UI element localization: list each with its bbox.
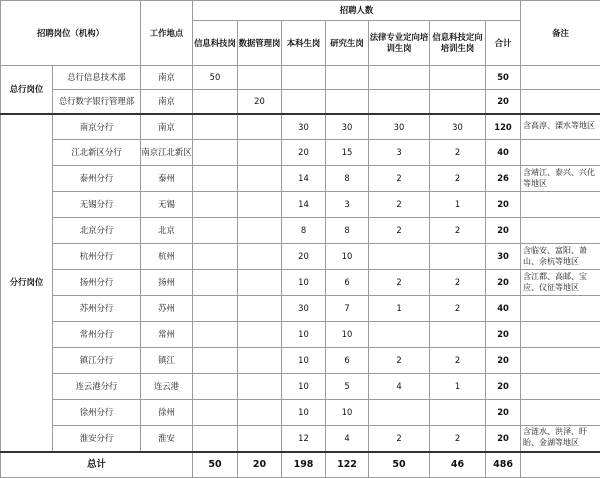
- remark: [521, 90, 600, 114]
- work-location: 苏州: [141, 296, 193, 322]
- count-undergrad: 12: [282, 426, 326, 452]
- group-label: 总行岗位: [1, 66, 53, 114]
- remark: 含临安、富阳、萧山、余杭等地区: [521, 244, 600, 270]
- table-row: [1, 322, 600, 348]
- count-undergrad: 10: [282, 400, 326, 426]
- count-grad: 10: [326, 322, 369, 348]
- count-grad: 10: [326, 400, 369, 426]
- unit-name: 镇江分行: [53, 348, 141, 374]
- count-subtotal: 30: [486, 244, 521, 270]
- count-it-trainee: 2: [430, 166, 486, 192]
- count-it-trainee: 2: [430, 218, 486, 244]
- count-it: [193, 244, 238, 270]
- unit-name: 泰州分行: [53, 166, 141, 192]
- unit-name: 连云港分行: [53, 374, 141, 400]
- count-law-trainee: 2: [369, 348, 430, 374]
- unit-name: 无锡分行: [53, 192, 141, 218]
- remark: [521, 296, 600, 322]
- count-subtotal: 40: [486, 296, 521, 322]
- count-undergrad: 10: [282, 374, 326, 400]
- count-law-trainee: 2: [369, 218, 430, 244]
- work-location: 扬州: [141, 270, 193, 296]
- count-grad: 7: [326, 296, 369, 322]
- count-subtotal: 20: [486, 322, 521, 348]
- count-law-trainee: [369, 66, 430, 90]
- count-grad: 5: [326, 374, 369, 400]
- count-law-trainee: 2: [369, 270, 430, 296]
- remark: [521, 348, 600, 374]
- count-it: [193, 140, 238, 166]
- count-law-trainee: [369, 90, 430, 114]
- work-location: 连云港: [141, 374, 193, 400]
- count-data: [238, 114, 282, 140]
- header-location: 工作地点: [141, 1, 193, 66]
- count-law-trainee: 2: [369, 426, 430, 452]
- count-grad: 8: [326, 166, 369, 192]
- count-it: [193, 426, 238, 452]
- count-it-trainee: 30: [430, 114, 486, 140]
- table-row: [1, 140, 600, 166]
- header-col-data: 数据管理岗: [238, 21, 282, 66]
- count-it-trainee: 2: [430, 296, 486, 322]
- table-row: [1, 192, 600, 218]
- count-grad: 4: [326, 426, 369, 452]
- remark: 含江都、高邮、宝应、仪征等地区: [521, 270, 600, 296]
- remark: [521, 218, 600, 244]
- count-it: [193, 90, 238, 114]
- count-subtotal: 50: [486, 66, 521, 90]
- header-col-subtotal: 合计: [486, 21, 521, 66]
- header-col-law-trainee: 法律专业定向培训生岗: [369, 21, 430, 66]
- remark: [521, 66, 600, 90]
- count-subtotal: 20: [486, 400, 521, 426]
- unit-name: 苏州分行: [53, 296, 141, 322]
- count-data: [238, 426, 282, 452]
- count-subtotal: 20: [486, 218, 521, 244]
- work-location: 常州: [141, 322, 193, 348]
- work-location: 南京: [141, 66, 193, 90]
- count-subtotal: 26: [486, 166, 521, 192]
- count-it: [193, 400, 238, 426]
- count-undergrad: 14: [282, 166, 326, 192]
- remark: [521, 400, 600, 426]
- count-law-trainee: 3: [369, 140, 430, 166]
- count-it: [193, 218, 238, 244]
- table-row: [1, 114, 600, 140]
- work-location: 南京: [141, 114, 193, 140]
- unit-name: 总行数字银行管理部: [53, 90, 141, 114]
- count-grad: 30: [326, 114, 369, 140]
- unit-name: 江北新区分行: [53, 140, 141, 166]
- count-it: [193, 270, 238, 296]
- work-location: 镇江: [141, 348, 193, 374]
- table-row: [1, 296, 600, 322]
- count-grad: 8: [326, 218, 369, 244]
- count-law-trainee: 1: [369, 296, 430, 322]
- count-it: [193, 114, 238, 140]
- count-data: 20: [238, 90, 282, 114]
- count-data: [238, 66, 282, 90]
- header-recruit-count: 招聘人数: [193, 1, 521, 21]
- count-data: [238, 244, 282, 270]
- unit-name: 徐州分行: [53, 400, 141, 426]
- unit-name: 北京分行: [53, 218, 141, 244]
- count-undergrad: 30: [282, 296, 326, 322]
- count-undergrad: 10: [282, 348, 326, 374]
- work-location: 南京江北新区: [141, 140, 193, 166]
- total-law-trainee: 50: [369, 452, 430, 478]
- work-location: 泰州: [141, 166, 193, 192]
- unit-name: 常州分行: [53, 322, 141, 348]
- table-row: [1, 270, 600, 296]
- count-data: [238, 140, 282, 166]
- count-grad: 10: [326, 244, 369, 270]
- count-it: [193, 166, 238, 192]
- header-col-grad: 研究生岗: [326, 21, 369, 66]
- count-subtotal: 20: [486, 374, 521, 400]
- count-law-trainee: 2: [369, 192, 430, 218]
- unit-name: 淮安分行: [53, 426, 141, 452]
- count-it: [193, 296, 238, 322]
- count-grad: [326, 66, 369, 90]
- count-undergrad: 8: [282, 218, 326, 244]
- count-it: [193, 374, 238, 400]
- table-row: [1, 244, 600, 270]
- table-row: [1, 90, 600, 114]
- table-row: [1, 426, 600, 452]
- count-undergrad: 10: [282, 270, 326, 296]
- count-it-trainee: 2: [430, 426, 486, 452]
- count-subtotal: 120: [486, 114, 521, 140]
- count-grad: 6: [326, 270, 369, 296]
- count-it-trainee: [430, 322, 486, 348]
- count-it: [193, 192, 238, 218]
- count-subtotal: 20: [486, 90, 521, 114]
- count-law-trainee: 4: [369, 374, 430, 400]
- count-law-trainee: [369, 322, 430, 348]
- table-row: [1, 374, 600, 400]
- count-it-trainee: [430, 244, 486, 270]
- count-subtotal: 20: [486, 426, 521, 452]
- count-it: [193, 348, 238, 374]
- total-label: 总计: [1, 452, 193, 478]
- unit-name: 扬州分行: [53, 270, 141, 296]
- remark: 含靖江、泰兴、兴化等地区: [521, 166, 600, 192]
- header-col-it-trainee: 信息科技定向培训生岗: [430, 21, 486, 66]
- work-location: 徐州: [141, 400, 193, 426]
- work-location: 北京: [141, 218, 193, 244]
- header-col-undergrad: 本科生岗: [282, 21, 326, 66]
- count-law-trainee: 2: [369, 166, 430, 192]
- remark: [521, 374, 600, 400]
- count-data: [238, 322, 282, 348]
- count-data: [238, 166, 282, 192]
- count-data: [238, 400, 282, 426]
- count-data: [238, 192, 282, 218]
- unit-name: 南京分行: [53, 114, 141, 140]
- count-law-trainee: [369, 244, 430, 270]
- total-subtotal: 486: [486, 452, 521, 478]
- table-row: [1, 66, 600, 90]
- count-subtotal: 20: [486, 348, 521, 374]
- count-subtotal: 20: [486, 192, 521, 218]
- table-row: [1, 218, 600, 244]
- count-subtotal: 20: [486, 270, 521, 296]
- count-undergrad: 20: [282, 140, 326, 166]
- count-it-trainee: 2: [430, 140, 486, 166]
- remark: [521, 140, 600, 166]
- count-it-trainee: 2: [430, 348, 486, 374]
- count-grad: 15: [326, 140, 369, 166]
- remark: [521, 322, 600, 348]
- unit-name: 总行信息技术部: [53, 66, 141, 90]
- table-row: [1, 348, 600, 374]
- remark: 含涟水、洪泽、盱眙、金湖等地区: [521, 426, 600, 452]
- count-grad: [326, 90, 369, 114]
- remark: [521, 192, 600, 218]
- count-grad: 3: [326, 192, 369, 218]
- total-undergrad: 198: [282, 452, 326, 478]
- header-position: 招聘岗位（机构）: [1, 1, 141, 66]
- count-it: 50: [193, 66, 238, 90]
- count-undergrad: 30: [282, 114, 326, 140]
- count-undergrad: 14: [282, 192, 326, 218]
- count-data: [238, 296, 282, 322]
- work-location: 无锡: [141, 192, 193, 218]
- work-location: 杭州: [141, 244, 193, 270]
- count-data: [238, 348, 282, 374]
- count-law-trainee: [369, 400, 430, 426]
- count-undergrad: [282, 90, 326, 114]
- count-it: [193, 322, 238, 348]
- header-remarks: 备注: [521, 1, 600, 66]
- unit-name: 杭州分行: [53, 244, 141, 270]
- total-data: 20: [238, 452, 282, 478]
- header-col-it: 信息科技岗: [193, 21, 238, 66]
- total-grad: 122: [326, 452, 369, 478]
- count-data: [238, 374, 282, 400]
- total-row: [1, 452, 600, 478]
- total-it: 50: [193, 452, 238, 478]
- group-label: 分行岗位: [1, 114, 53, 452]
- total-remark: [521, 452, 600, 478]
- count-data: [238, 270, 282, 296]
- table-row: [1, 400, 600, 426]
- count-grad: 6: [326, 348, 369, 374]
- work-location: 淮安: [141, 426, 193, 452]
- remark: 含高淳、溧水等地区: [521, 114, 600, 140]
- work-location: 南京: [141, 90, 193, 114]
- table-row: [1, 166, 600, 192]
- count-undergrad: [282, 66, 326, 90]
- count-it-trainee: [430, 66, 486, 90]
- count-data: [238, 218, 282, 244]
- count-it-trainee: 2: [430, 270, 486, 296]
- count-it-trainee: 1: [430, 192, 486, 218]
- total-it-trainee: 46: [430, 452, 486, 478]
- count-it-trainee: [430, 400, 486, 426]
- count-it-trainee: [430, 90, 486, 114]
- count-undergrad: 10: [282, 322, 326, 348]
- count-law-trainee: 30: [369, 114, 430, 140]
- count-undergrad: 20: [282, 244, 326, 270]
- count-subtotal: 40: [486, 140, 521, 166]
- count-it-trainee: 1: [430, 374, 486, 400]
